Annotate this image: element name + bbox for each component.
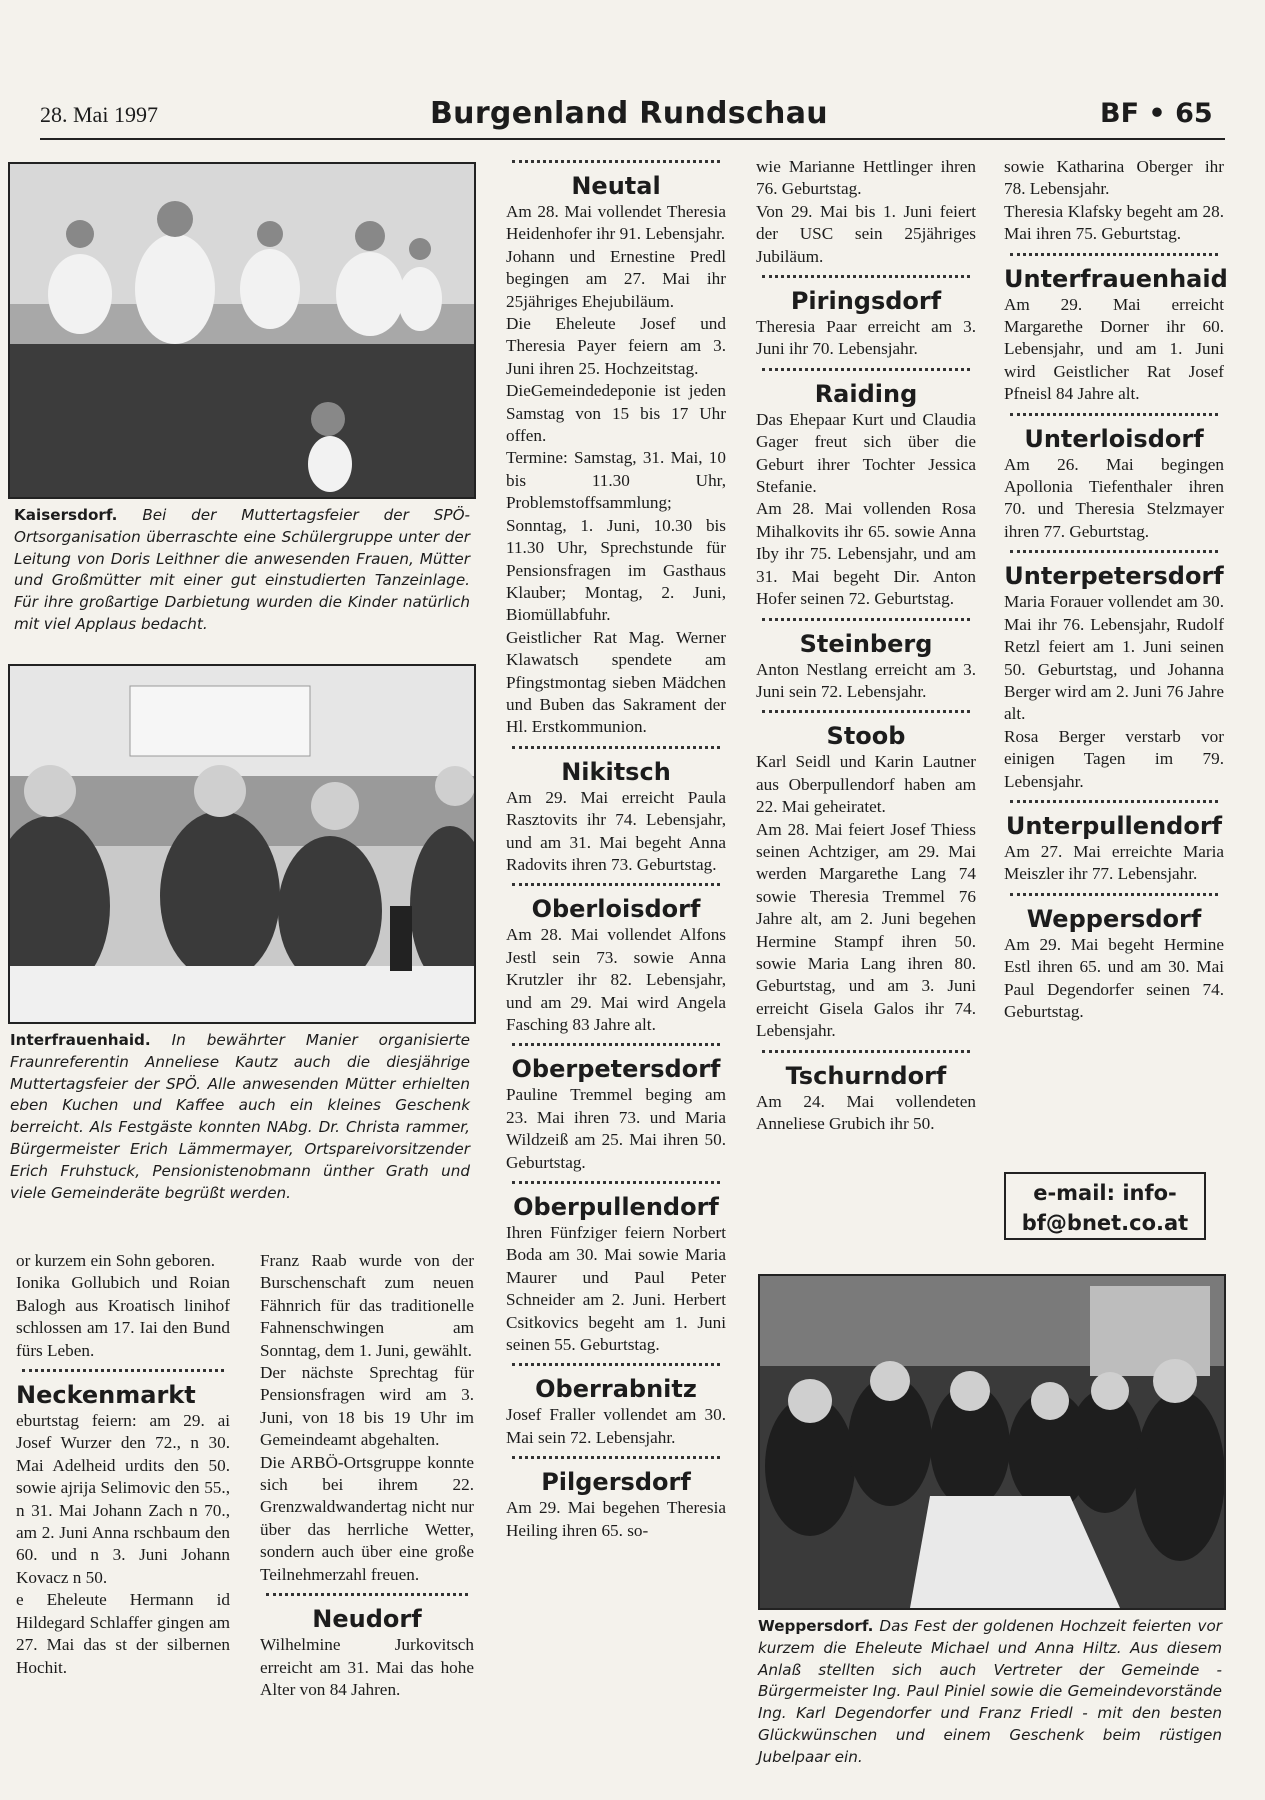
dotted-divider: [1010, 800, 1218, 806]
dotted-divider: [512, 883, 720, 889]
text-raiding-1: Das Ehepaar Kurt und Claudia Gager freut sich über die Geburt ihrer Tochter Jessica Stefanie.: [756, 409, 976, 497]
email-line-1: e-mail: info-: [1033, 1181, 1177, 1205]
caption-unterfrauenhaid: [10, 1030, 470, 1204]
text-weppersdorf: Am 29. Mai begeht Hermine Estl ihren 65. und am 30. Mai Paul Degendorfer seinen 74. Geburtstag.: [1004, 934, 1224, 1021]
dotted-divider: [512, 1363, 720, 1369]
text-neckenmarkt: eburtstag feiern: am 29. ai Josef Wurzer den 72., n 30. Mai Adelheid urdits den 50. sowie ajrija Selimovic den 55., n 31. Mai Johann Zach n 70., am 2. Juni Anna rschbaum den 60. und n 3. Juni Johann Kovacz n 50.: [16, 1411, 230, 1587]
column-c: [506, 160, 726, 1542]
heading-unterpetersdorf: Unterpetersdorf: [1004, 562, 1224, 591]
text-unterpetersdorf-1: Maria Forauer vollendet am 30. Mai ihr 76. Lebensjahr, Rudolf Retzl feiert am 1. Juni seinen 50. Geburtstag, und Johanna Berger wird am 2. Juni 76 Jahre alt.: [1004, 592, 1224, 724]
dotted-divider: [1010, 253, 1218, 259]
caption-weppersdorf: [758, 1616, 1222, 1769]
heading-neutal: Neutal: [571, 172, 661, 200]
heading-piringsdorf: Piringsdorf: [790, 287, 942, 316]
col-e-text-2: Theresia Klafsky begeht am 28. Mai ihren 75. Geburtstag.: [1004, 201, 1224, 244]
column-a: [16, 1250, 230, 1679]
caption-kaisersdorf-place: Kaisersdorf.: [14, 506, 118, 524]
dotted-divider: [22, 1369, 224, 1375]
text-pilgersdorf: Am 29. Mai begehen Theresia Heiling ihren 65. so-: [506, 1498, 726, 1540]
heading-unterloisdorf: Unterloisdorf: [1024, 424, 1204, 453]
heading-tschurndorf: Tschurndorf: [785, 1061, 947, 1090]
photo-unterfrauenhaid-table: [8, 664, 476, 1024]
col-e-text-1: sowie Katharina Oberger ihr 78. Lebensjahr.: [1004, 157, 1224, 199]
dotted-divider: [512, 746, 720, 752]
col-d-text-2: Von 29. Mai bis 1. Juni feiert der USC sein 25jähriges Jubiläum.: [756, 201, 976, 266]
text-stoob-1: Karl Seidl und Karin Lautner aus Oberpullendorf haben am 22. Mai geheiratet.: [756, 752, 976, 817]
heading-oberpetersdorf: Oberpetersdorf: [511, 1055, 721, 1084]
column-b: [260, 1250, 474, 1701]
col-a-text-2: Ionika Gollubich und Roian Balogh aus Kroatisch linihof schlossen am 17. Iai den Bund fürs Leben.: [16, 1273, 230, 1360]
dotted-divider: [512, 1043, 720, 1049]
text-neutal-4: DieGemeindedeponie ist jeden Samstag von 15 bis 17 Uhr offen.: [506, 381, 726, 446]
heading-oberloisdorf: Oberloisdorf: [531, 895, 701, 924]
dotted-divider: [1010, 893, 1218, 899]
header-rule: [40, 138, 1225, 140]
dotted-divider: [762, 368, 970, 374]
photo-kaisersdorf-children: [8, 162, 476, 499]
text-unterpetersdorf-2: Rosa Berger verstarb vor einigen Tagen im 79. Lebensjahr.: [1004, 726, 1224, 791]
column-d: [756, 156, 976, 1135]
text-neutal-5: Termine: Samstag, 31. Mai, 10 bis 11.30 Uhr, Problemstoffsammlung; Sonntag, 1. Juni, 10.30 bis 11.30 Uhr, Sprechstunde für Pensionsfragen im Gasthaus Klauber; Montag, 2. Juni, Biomüllabfuhr.: [506, 448, 726, 625]
caption-weppersdorf-place: Weppersdorf.: [758, 1617, 874, 1635]
caption-weppersdorf-text: Das Fest der goldenen Hochzeit feierten vor kurzem die Eheleute Michael und Anna Hiltz. Aus diesem Anlaß stellten sich auch Vertreter der Gemeinde - Bürgermeister Ing. Paul Piniel sowie die Gemeindevorstände Ing. Karl Degendorfer und Franz Friedl - mit den besten Glückwünschen und einem Geschenk beim rüstigen Jubelpaar ein.: [758, 1617, 1222, 1766]
column-e: [1004, 156, 1228, 1023]
caption-unterfrauenhaid-text: In bewährter Manier organisierte Fraunreferentin Anneliese Kautz auch die diesjährige Muttertagsfeier der SPÖ. Alle anwesenden Mütter erhielten eben Kuchen und Kaffee auch ein kleines Geschenk berreicht. Als Festgäste konnten NAbg. Dr. Christa rammer, Bürgermeister Erich Lämmermayer, Ortspareivorsitzender Erich Fruhstuck, Pensionistenobmann ünther Grath und viele Gemeinderäte begrüßt werden.: [10, 1031, 470, 1202]
heading-oberrabnitz: Oberrabnitz: [535, 1375, 697, 1404]
heading-weppersdorf: Weppersdorf: [1026, 904, 1202, 933]
heading-oberpullendorf: Oberpullendorf: [513, 1193, 719, 1222]
heading-steinberg: Steinberg: [799, 629, 933, 658]
dotted-divider: [762, 618, 970, 624]
text-nikitsch: Am 29. Mai erreicht Paula Rasztovits ihr 74. Lebensjahr, und am 31. Mai begeht Anna Radovits ihren 73. Geburtstag.: [506, 787, 726, 874]
photo-weppersdorf-golden-wedding: [758, 1274, 1226, 1610]
page-number: BF • 65: [1100, 98, 1213, 129]
text-tschurndorf: Am 24. Mai vollendeten Anneliese Grubich ihr 50.: [756, 1091, 976, 1133]
caption-kaisersdorf: [14, 505, 470, 636]
text-stoob-2: Am 28. Mai feiert Josef Thiess seinen Achtziger, am 29. Mai werden Margarethe Lang 74 sowie Theresia Tremmel 76 Jahre alt, am 2. Juni begehen Hermine Stampf ihren 50. sowie Maria Lang ihren 80. Geburtstag, und am 3. Juni erreicht Gisela Galos ihr 74. Lebensjahr.: [756, 819, 976, 1041]
dotted-divider: [512, 1181, 720, 1187]
col-a-text-3: e Eheleute Hermann id Hildegard Schlaffer gingen am 27. Mai das st der silbernen Hochit.: [16, 1590, 230, 1677]
dotted-divider: [512, 1456, 720, 1462]
text-neutal-2: Johann und Ernestine Predl begingen am 27. Mai ihr 25jähriges Ehejubiläum.: [506, 246, 726, 311]
dotted-divider: [1010, 550, 1218, 556]
dotted-divider: [762, 710, 970, 716]
text-steinberg: Anton Nestlang erreicht am 3. Juni sein 72. Lebensjahr.: [756, 659, 976, 701]
email-box: [1004, 1172, 1206, 1240]
col-b-text-3: Die ARBÖ-Ortsgruppe konnte sich bei ihrem 22. Grenzwaldwandertag nicht nur über das herrliche Wetter, sondern auch über eine große Teilnehmerzahl freuen.: [260, 1452, 474, 1584]
heading-unterfrauenhaid: Unterfrauenhaid: [1004, 264, 1228, 293]
dotted-divider: [762, 275, 970, 281]
text-unterpullendorf: Am 27. Mai erreichte Maria Meiszler ihr 77. Lebensjahr.: [1004, 841, 1224, 884]
text-neudorf: Wilhelmine Jurkovitsch erreicht am 31. Mai das hohe Alter von 84 Jahren.: [260, 1635, 474, 1699]
dotted-divider: [1010, 413, 1218, 419]
dotted-divider: [762, 1050, 970, 1056]
col-b-text-2: Der nächste Sprechtag für Pensionsfragen wird am 3. Juni, von 18 bis 19 Uhr im Gemeindeamt abgehalten.: [260, 1363, 474, 1450]
text-raiding-2: Am 28. Mai vollenden Rosa Mihalkovits ihr 65. sowie Anna Iby ihr 75. Lebensjahr, und am 31. Mai begeht Dir. Anton Hofer seinen 72. Geburtstag.: [756, 499, 976, 609]
text-oberrabnitz: Josef Fraller vollendet am 30. Mai sein 72. Lebensjahr.: [506, 1405, 726, 1447]
text-neutal-6: Geistlicher Rat Mag. Werner Klawatsch spendete am Pfingstmontag sieben Mädchen und Buben das Sakrament der Hl. Erstkommunion.: [506, 627, 726, 737]
heading-raiding: Raiding: [814, 379, 918, 408]
heading-unterpullendorf: Unterpullendorf: [1005, 811, 1223, 840]
text-oberpetersdorf: Pauline Tremmel beging am 23. Mai ihren 73. und Maria Wildzeiß am 25. Mai ihren 50. Geburtstag.: [506, 1085, 726, 1172]
text-oberpullendorf: Ihren Fünfziger feiern Norbert Boda am 30. Mai sowie Maria Maurer und Paul Peter Schneider am 2. Juni. Herbert Csitkovics begeht am 1. Juni seinen 55. Geburtstag.: [506, 1223, 726, 1355]
heading-neudorf: Neudorf: [312, 1605, 422, 1634]
caption-unterfrauenhaid-place: Interfrauenhaid.: [10, 1031, 151, 1049]
email-line-2: bf@bnet.co.at: [1021, 1211, 1189, 1235]
text-neutal-1: Am 28. Mai vollendet Theresia Heidenhofer ihr 91. Lebensjahr.: [506, 202, 726, 244]
heading-pilgersdorf: Pilgersdorf: [541, 1468, 691, 1497]
text-oberloisdorf: Am 28. Mai vollendet Alfons Jestl sein 73. sowie Anna Krutzler ihr 82. Lebensjahr, und am 29. Mai wird Angela Fasching 83 Jahre alt.: [506, 925, 726, 1034]
heading-nikitsch: Nikitsch: [561, 757, 671, 786]
page-header: [0, 92, 1265, 132]
heading-stoob: Stoob: [826, 722, 906, 751]
issue-date: 28. Mai 1997: [40, 102, 158, 127]
text-neutal-3: Die Eheleute Josef und Theresia Payer feiern am 3. Juni ihren 25. Hochzeitstag.: [506, 314, 726, 378]
caption-kaisersdorf-text: Bei der Muttertagsfeier der SPÖ-Ortsorganisation überraschte eine Schülergruppe unter der Leitung von Doris Leithner die anwesenden Frauen, Mütter und Großmütter mit einer gut einstudierten Tanzeinlage. Für ihre großartige Darbietung wurden die Kinder natürlich mit viel Applaus bedacht.: [14, 506, 470, 633]
col-d-text-1: wie Marianne Hettlinger ihren 76. Geburtstag.: [756, 157, 976, 199]
col-a-text-1: or kurzem ein Sohn geboren.: [16, 1251, 216, 1270]
dotted-divider: [266, 1593, 468, 1599]
text-piringsdorf: Theresia Paar erreicht am 3. Juni ihr 70. Lebensjahr.: [756, 317, 976, 359]
dotted-divider: [512, 160, 720, 166]
text-unterfrauenhaid: Am 29. Mai erreicht Margarethe Dorner ihr 60. Lebensjahr, und am 1. Juni wird Geistlicher Rat Josef Pfneisl 84 Jahre alt.: [1004, 294, 1224, 404]
col-b-text-1: Franz Raab wurde von der Burschenschaft zum neuen Fähnrich für das traditionelle Fahnenschwingen am Sonntag, dem 1. Juni, gewählt.: [260, 1251, 474, 1360]
heading-neckenmarkt: Neckenmarkt: [16, 1381, 196, 1410]
publication-title: Burgenland Rundschau: [430, 96, 828, 131]
text-unterloisdorf: Am 26. Mai begingen Apollonia Tiefenthaler ihren 70. und Theresia Stelzmayer ihren 77. Geburtstag.: [1004, 454, 1224, 541]
